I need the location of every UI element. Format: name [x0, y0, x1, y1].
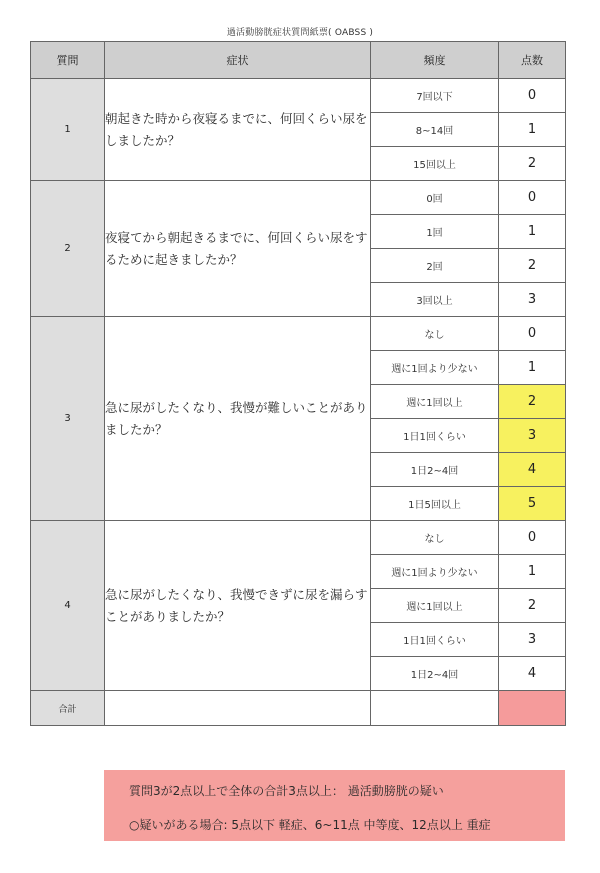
frequency-option[interactable]: 週に1回より少ない [371, 555, 499, 589]
document-title: 過活動膀胱症状質問紙票( OABSS ) [226, 28, 374, 38]
score-value-highlighted[interactable]: 3 [499, 419, 566, 453]
score-value[interactable]: 0 [499, 317, 566, 351]
frequency-option[interactable]: 週に1回より少ない [371, 351, 499, 385]
oabss-table [30, 41, 566, 726]
header-row [31, 42, 566, 79]
question-number: 3 [31, 317, 105, 521]
frequency-option[interactable]: 週に1回以上 [371, 589, 499, 623]
total-score-cell[interactable] [499, 691, 566, 726]
header-frequency: 頻度 [371, 42, 499, 79]
frequency-option[interactable]: 0回 [371, 181, 499, 215]
question-symptom: 急に尿がしたくなり、我慢が難しいことがありましたか？ [105, 317, 371, 521]
table-row [31, 79, 566, 113]
score-value[interactable]: 1 [499, 113, 566, 147]
frequency-option[interactable]: 1日5回以上 [371, 487, 499, 521]
score-value[interactable]: 2 [499, 147, 566, 181]
frequency-option[interactable]: 1日1回くらい [371, 419, 499, 453]
frequency-option[interactable]: 1日2~4回 [371, 657, 499, 691]
header-question: 質問 [31, 42, 105, 79]
question-symptom: 夜寝てから朝起きるまでに、何回くらい尿をするために起きましたか？ [105, 181, 371, 317]
score-value[interactable]: 0 [499, 79, 566, 113]
frequency-option[interactable]: 1日2~4回 [371, 453, 499, 487]
note-criteria: 質問3が2点以上で全体の合計3点以上： 過活動膀胱の疑い [129, 784, 444, 798]
question-number: 2 [31, 181, 105, 317]
score-value[interactable]: 0 [499, 181, 566, 215]
question-symptom: 急に尿がしたくなり、我慢できずに尿を漏らすことがありましたか？ [105, 521, 371, 691]
total-row [31, 691, 566, 726]
score-value-highlighted[interactable]: 2 [499, 385, 566, 419]
score-value[interactable]: 3 [499, 623, 566, 657]
frequency-option[interactable]: 8~14回 [371, 113, 499, 147]
frequency-option[interactable]: 1回 [371, 215, 499, 249]
header-symptom: 症状 [105, 42, 371, 79]
score-value-highlighted[interactable]: 5 [499, 487, 566, 521]
diagnosis-note [104, 770, 565, 841]
table-body [31, 79, 566, 691]
frequency-option[interactable]: なし [371, 317, 499, 351]
score-value[interactable]: 4 [499, 657, 566, 691]
frequency-option[interactable]: 1日1回くらい [371, 623, 499, 657]
score-value[interactable]: 1 [499, 351, 566, 385]
score-value[interactable]: 1 [499, 555, 566, 589]
score-value[interactable]: 1 [499, 215, 566, 249]
question-number: 1 [31, 79, 105, 181]
total-symptom-cell [105, 691, 371, 726]
score-value-highlighted[interactable]: 4 [499, 453, 566, 487]
table-row [31, 181, 566, 215]
frequency-option[interactable]: なし [371, 521, 499, 555]
header-score: 点数 [499, 42, 566, 79]
frequency-option[interactable]: 週に1回以上 [371, 385, 499, 419]
total-frequency-cell [371, 691, 499, 726]
table-row [31, 521, 566, 555]
frequency-option[interactable]: 7回以下 [371, 79, 499, 113]
frequency-option[interactable]: 3回以上 [371, 283, 499, 317]
question-number: 4 [31, 521, 105, 691]
frequency-option[interactable]: 2回 [371, 249, 499, 283]
note-severity: ○疑いがある場合: 5点以下 軽症、6~11点 中等度、12点以上 重症 [129, 818, 491, 832]
question-symptom: 朝起きた時から夜寝るまでに、何回くらい尿をしましたか？ [105, 79, 371, 181]
score-value[interactable]: 3 [499, 283, 566, 317]
score-value[interactable]: 2 [499, 589, 566, 623]
table-row [31, 317, 566, 351]
score-value[interactable]: 0 [499, 521, 566, 555]
score-value[interactable]: 2 [499, 249, 566, 283]
total-label: 合計 [31, 691, 105, 726]
frequency-option[interactable]: 15回以上 [371, 147, 499, 181]
